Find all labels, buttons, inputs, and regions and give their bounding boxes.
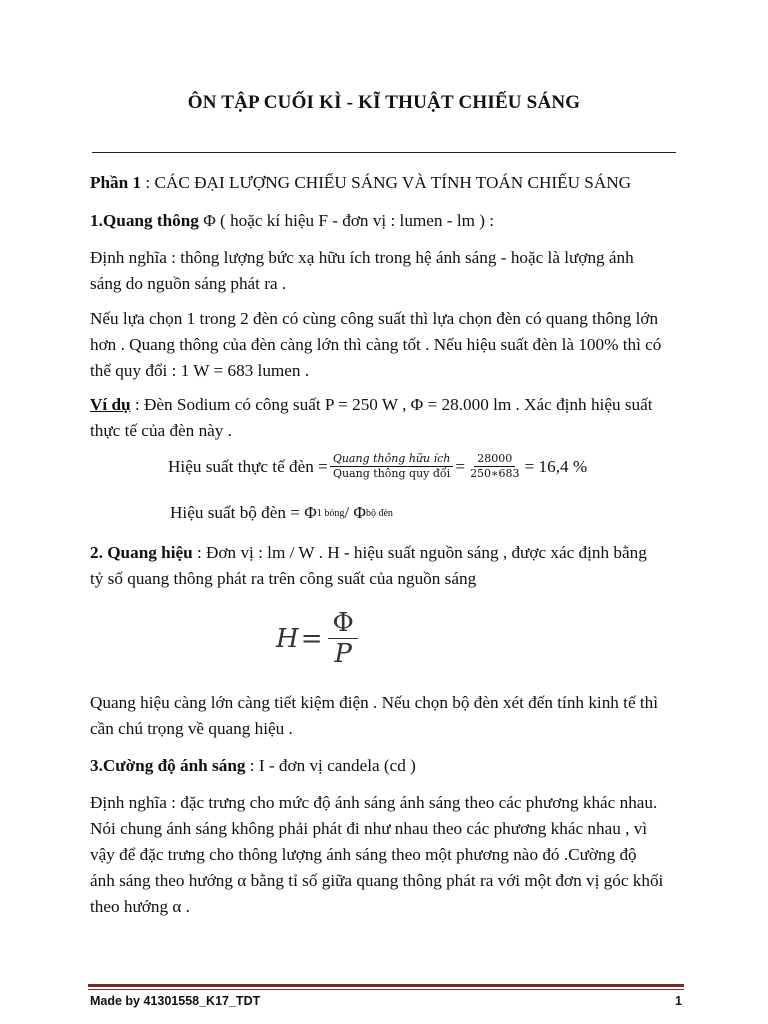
fixture-efficiency-formula	[170, 503, 393, 523]
fraction-numerator: Quang thông hữu ích	[330, 452, 454, 467]
section1-definition	[90, 245, 682, 297]
text-line: thực tế của đèn này .	[90, 421, 232, 440]
text-line: thể quy đổi : 1 W = 683 lumen .	[90, 361, 310, 380]
section2-text: : Đơn vị : lm / W . H - hiệu suất nguồn sáng , được xác định bằng	[192, 543, 647, 562]
formula-numerator: Φ	[328, 608, 357, 639]
section2	[90, 540, 682, 592]
footer-rule	[88, 984, 684, 987]
section3-title-rest: : I - đơn vị candela (cd )	[245, 756, 416, 775]
section3-heading	[90, 753, 682, 779]
section1-paragraph	[90, 306, 682, 384]
text-line: Định nghĩa : thông lượng bức xạ hữu ích trong hệ ánh sáng - hoặc là lượng ánh	[90, 248, 634, 267]
section1-example	[90, 392, 682, 444]
text-line	[90, 392, 682, 418]
text-line: Định nghĩa : đặc trưng cho mức độ ánh sáng ánh sáng theo các phương khác nhau.	[90, 793, 658, 812]
section3-title: 3.Cường độ ánh sáng	[90, 756, 246, 775]
formula-mid: / Φ	[344, 503, 366, 522]
fraction-denominator: 250∗683	[470, 467, 520, 480]
text-line: hơn . Quang thông của đèn càng lớn thì càng tốt . Nếu hiệu suất đèn là 100% thì có	[90, 335, 662, 354]
text-line: Nói chung ánh sáng không phải phát đi như nhau theo các phương khác nhau , vì	[90, 819, 648, 838]
formula-result: = 16,4 %	[524, 456, 588, 476]
fraction-words	[330, 452, 454, 481]
formula-h: H	[276, 623, 299, 654]
text-line: theo hướng α .	[90, 897, 190, 916]
part1-text: : CÁC ĐẠI LƯỢNG CHIẾU SÁNG VÀ TÍNH TOÁN CHIẾU SÁNG	[141, 173, 632, 192]
luminous-efficacy-formula	[276, 608, 358, 669]
text-line	[90, 540, 682, 566]
footer-rule-thin	[88, 989, 684, 990]
section2-conclusion	[90, 690, 682, 742]
part1-heading	[90, 170, 682, 196]
example-text: : Đèn Sodium có công suất P = 250 W , Φ = 28.000 lm . Xác định hiệu suất	[130, 395, 653, 414]
section2-title: 2. Quang hiệu	[90, 543, 193, 562]
subscript: bộ đèn	[365, 507, 393, 519]
text-line: ánh sáng theo hướng α bằng tỉ số giữa quang thông phát ra với một đơn vị góc khối	[90, 871, 664, 890]
text-line: tỷ số quang thông phát ra trên công suất của nguồn sáng	[90, 569, 477, 588]
fraction-denominator: Quang thông quy đổi	[333, 467, 451, 480]
text-line: Nếu lựa chọn 1 trong 2 đèn có cùng công suất thì lựa chọn đèn có quang thông lớn	[90, 309, 659, 328]
efficiency-formula	[168, 452, 587, 481]
text-line: vậy để đặc trưng cho thông lượng ánh sáng theo một phương nào đó .Cường độ	[90, 845, 637, 864]
section1-title-rest: Φ ( hoặc kí hiệu F - đơn vị : lumen - lm ) :	[198, 211, 495, 230]
example-label: Ví dụ	[90, 395, 131, 414]
formula-equals: =	[300, 623, 323, 654]
subscript: 1 bóng	[316, 507, 345, 519]
formula-equals: =	[455, 456, 466, 476]
footer-author: Made by 41301558_K17_TDT	[90, 994, 261, 1008]
formula-fraction	[328, 608, 357, 669]
section1-heading	[90, 208, 682, 234]
page-number: 1	[675, 994, 682, 1008]
text-line: cần chú trọng về quang hiệu .	[90, 719, 293, 738]
section3-definition	[90, 790, 682, 920]
fraction-numerator: 28000	[474, 452, 515, 467]
formula-denominator: P	[334, 639, 352, 669]
part1-label: Phần 1	[90, 173, 142, 192]
document-title: ÔN TẬP CUỐI KÌ - KĨ THUẬT CHIẾU SÁNG	[187, 92, 581, 113]
fraction-numbers	[467, 452, 522, 481]
formula-lhs: Hiệu suất thực tế đèn =	[168, 456, 328, 476]
formula-lhs: Hiệu suất bộ đèn = Φ	[170, 503, 317, 522]
title-underline	[92, 152, 676, 153]
text-line: sáng do nguồn sáng phát ra .	[90, 274, 287, 293]
text-line: Quang hiệu càng lớn càng tiết kiệm điện . Nếu chọn bộ đèn xét đến tính kinh tế thì	[90, 693, 659, 712]
section1-title: 1.Quang thông	[90, 211, 199, 230]
